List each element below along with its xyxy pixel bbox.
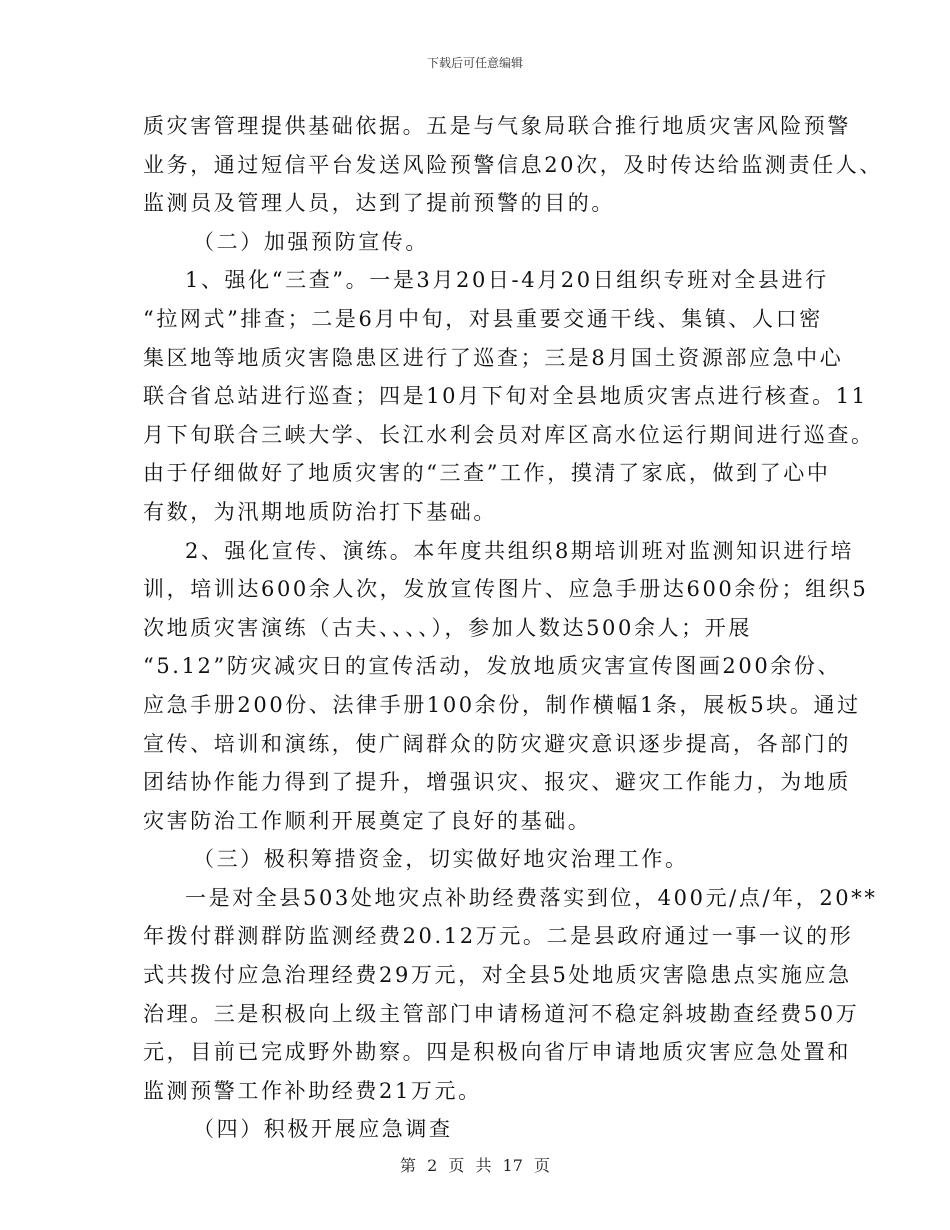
text-line: 应急手册200份、法律手册100余份，制作横幅1条，展板5块。通过	[143, 692, 861, 717]
text-line: 式共拨付应急治理经费29万元，对全县5处地质灾害隐患点实施应急	[143, 963, 852, 988]
text-line: “拉网式”排查；二是6月中旬，对县重要交通干线、集镇、人口密	[143, 306, 823, 331]
text-line: 1、强化“三查”。一是3月20日-4月20日组织专班对全县进行	[185, 268, 829, 293]
text-line: 次地质灾害演练（古夫、、、、），参加人数达500余人；开展	[143, 615, 752, 640]
text-line: 联合省总站进行巡查；四是10月下旬对全县地质灾害点进行核查。11	[143, 384, 868, 409]
text-line: 一是对全县503处地灾点补助经费落实到位，400元/点/年，20**	[185, 885, 878, 910]
text-line: 有数，为汛期地质防治打下基础。	[143, 499, 497, 524]
text-line: 月下旬联合三峡大学、长江水利会员对库区高水位运行期间进行巡查。	[143, 422, 875, 447]
text-line: 治理。三是积极向上级主管部门申请杨道河不稳定斜坡勘查经费50万	[143, 1001, 860, 1026]
text-line: 监测员及管理人员，达到了提前预警的目的。	[143, 191, 615, 216]
text-line: 由于仔细做好了地质灾害的“三查”工作，摸清了家底，做到了心中	[143, 461, 831, 486]
page-header: 下载后可任意编辑	[426, 56, 523, 70]
text-line: 团结协作能力得到了提升，增强识灾、报灾、避灾工作能力，为地质	[143, 770, 851, 795]
text-line: “5.12”防灾减灾日的宣传活动，发放地质灾害宣传图画200余份、	[143, 654, 842, 679]
section-heading: （四）积极开展应急调查	[193, 1117, 453, 1142]
text-line: 质灾害管理提供基础依据。五是与气象局联合推行地质灾害风险预警	[143, 114, 851, 138]
text-line: 宣传、培训和演练，使广阔群众的防灾避灾意识逐步提高，各部门的	[143, 731, 851, 756]
document-body	[143, 107, 883, 1149]
text-line: 训，培训达600余人次，发放宣传图片、应急手册达600余份；组织5	[143, 577, 869, 602]
text-line: 元，目前已完成野外勘察。四是积极向省厅申请地质灾害应急处置和	[143, 1040, 851, 1065]
text-line: 年拨付群测群防监测经费20.12万元。二是县政府通过一事一议的形	[143, 924, 854, 949]
text-line: 监测预警工作补助经费21万元。	[143, 1078, 482, 1103]
text-line: 2、强化宣传、演练。本年度共组织8期培训班对监测知识进行培	[185, 538, 855, 563]
text-line: 灾害防治工作顺利开展奠定了良好的基础。	[143, 808, 592, 833]
section-heading: （三）极积筹措资金，切实做好地灾治理工作。	[193, 847, 689, 872]
text-line: 集区地等地质灾害隐患区进行了巡查；三是8月国土资源部应急中心	[143, 345, 844, 370]
text-line: 业务，通过短信平台发送风险预警信息20次，及时传达给监测责任人、	[143, 152, 883, 177]
section-heading: （二）加强预防宣传。	[193, 229, 429, 254]
page-footer: 第 2 页 共 17 页	[400, 1156, 550, 1175]
